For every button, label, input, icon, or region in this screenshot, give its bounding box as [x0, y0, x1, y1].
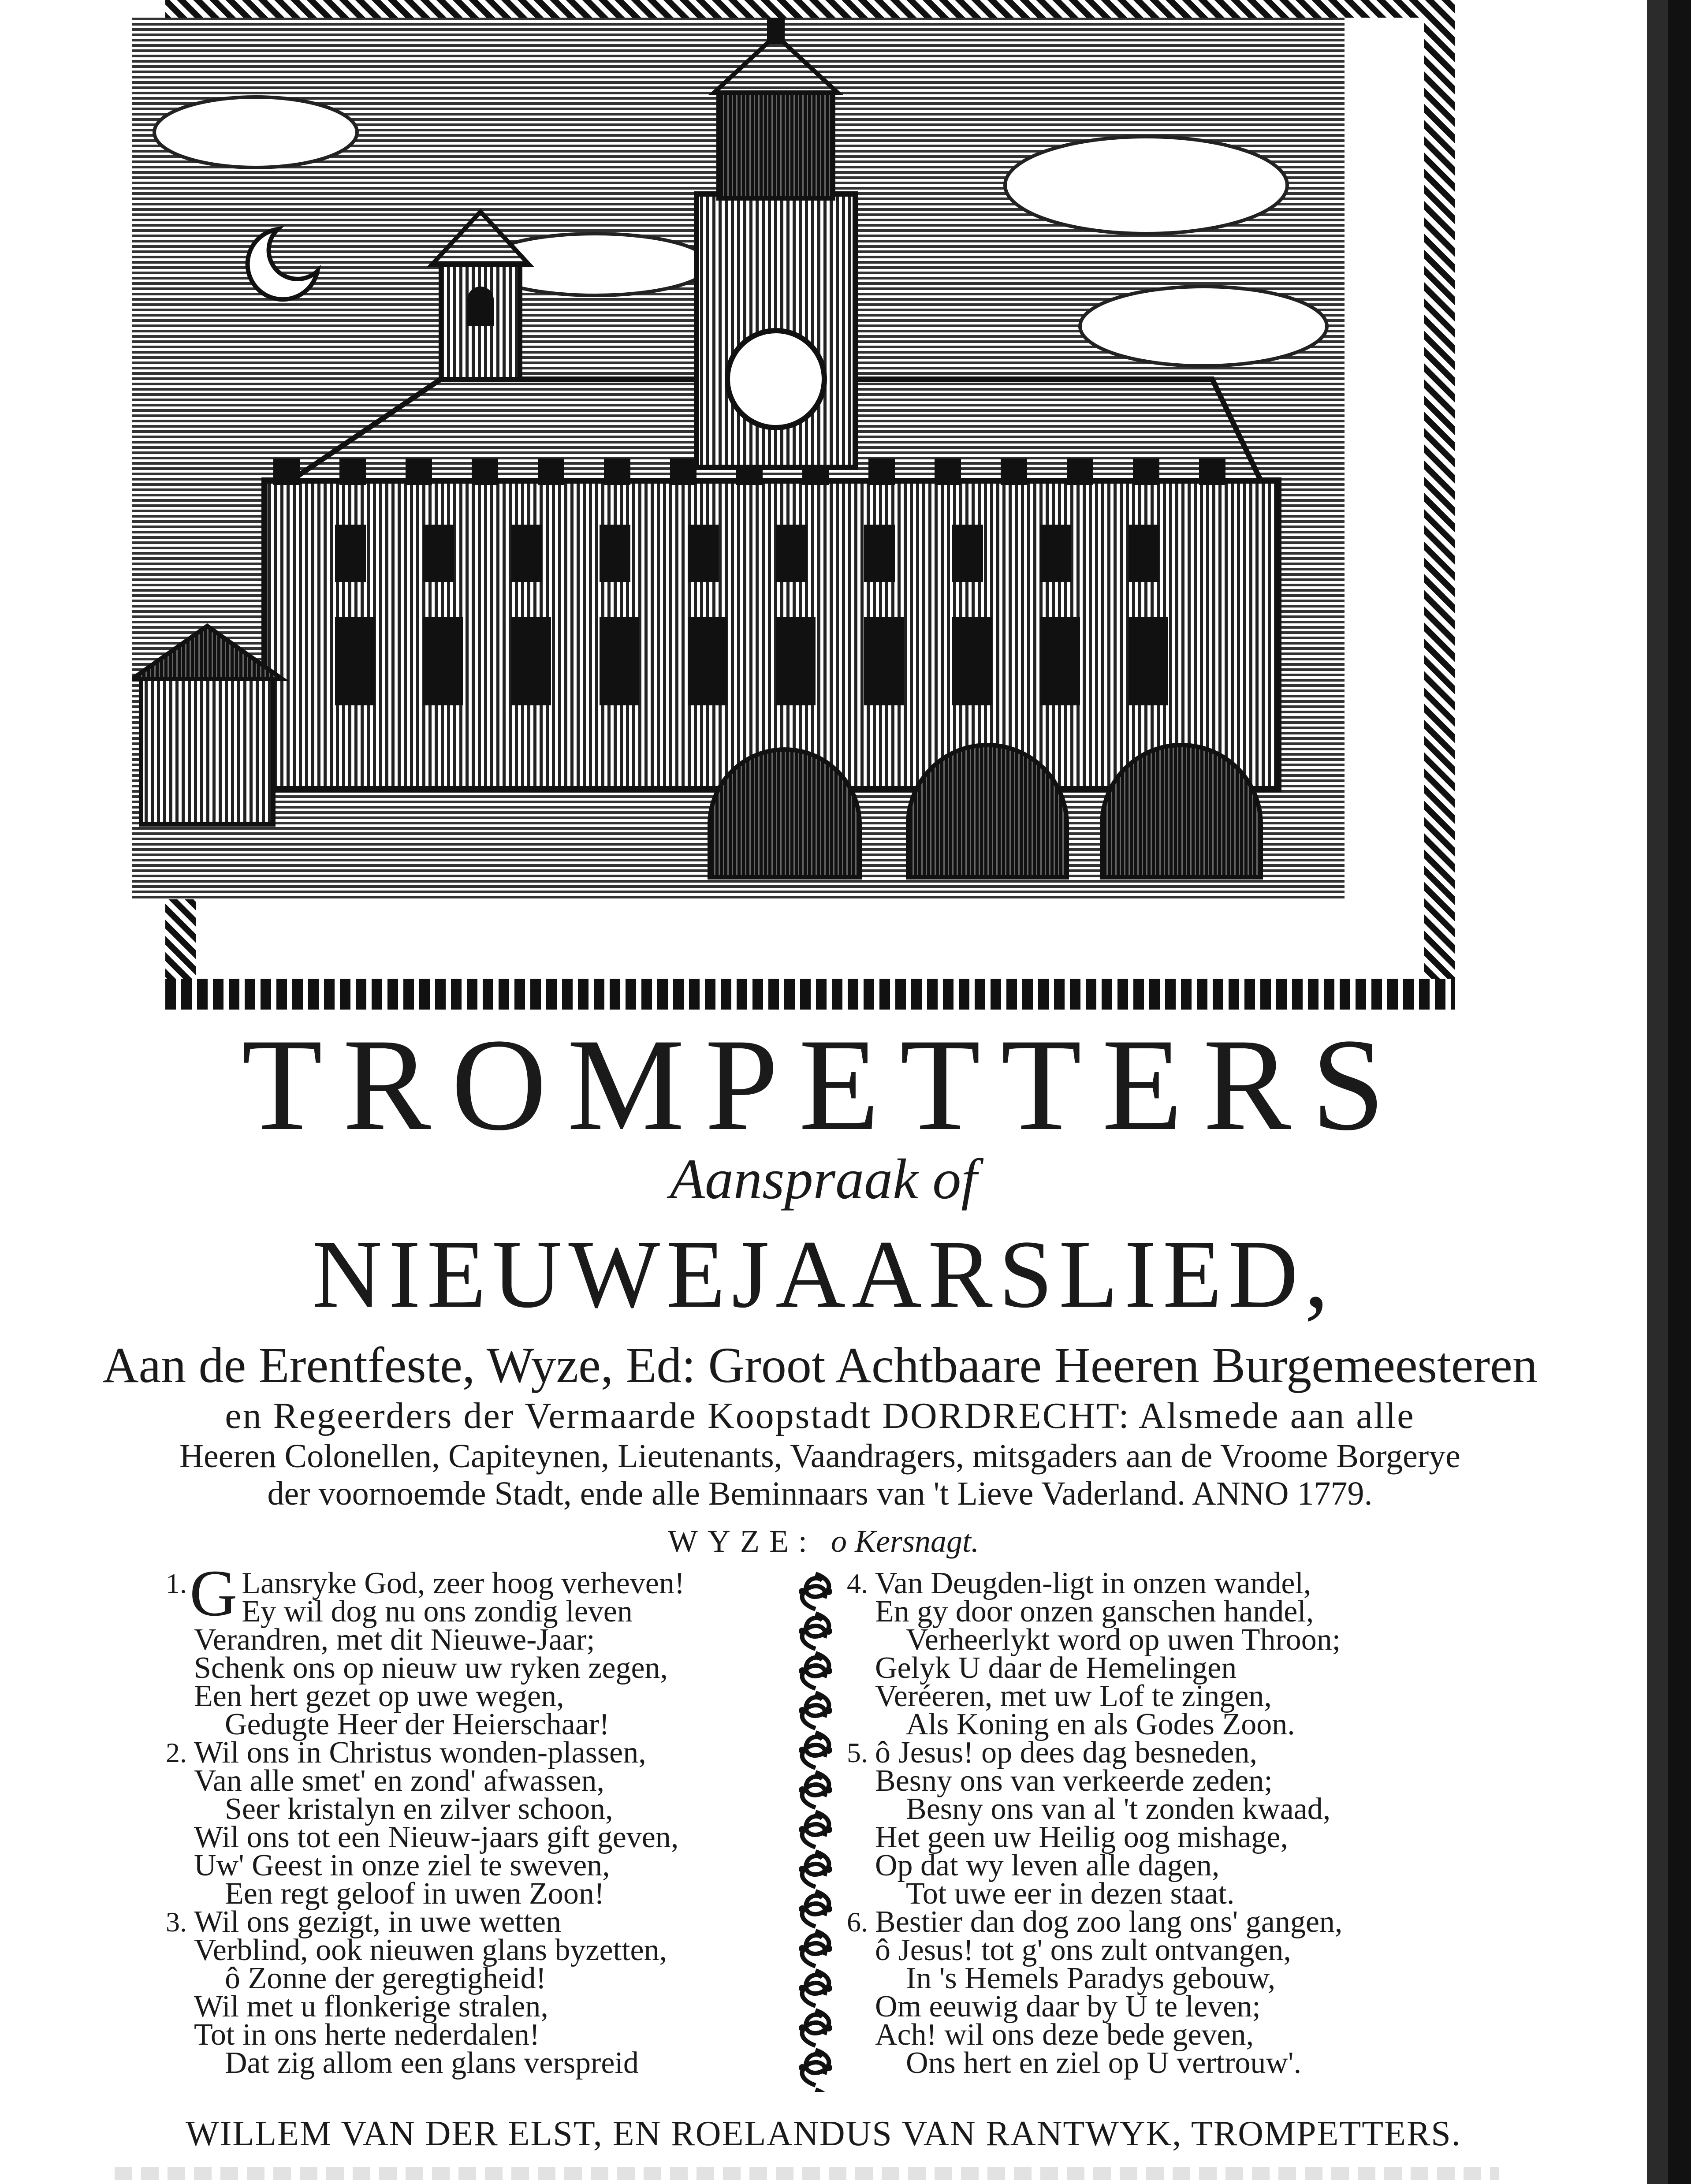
verse-line: Wil ons gezigt, in uwe wetten	[194, 1905, 562, 1939]
verse-number: 5.	[847, 1737, 868, 1768]
verse-line: Bestier dan dog zoo lang ons' gangen,	[875, 1905, 1343, 1939]
town-hall-woodcut	[132, 18, 1345, 899]
verse-line: Ey wil dog nu ons zondig leven	[242, 1595, 633, 1629]
verse-line: In 's Hemels Paradys gebouw,	[906, 1961, 1276, 1995]
bleed-through-text	[115, 2167, 1499, 2180]
verse-number: 2.	[166, 1737, 187, 1768]
verse-6	[847, 1905, 1492, 2080]
poster-subtitle: Aanspraak of	[670, 1148, 977, 1211]
verse-line: Van alle smet' en zond' afwassen,	[194, 1764, 605, 1798]
bell-icon	[467, 287, 494, 326]
verse-number: 6.	[847, 1906, 868, 1938]
verse-line: Van Deugden-ligt in onzen wandel,	[875, 1566, 1311, 1600]
verse-line: Een regt geloof in uwen Zoon!	[225, 1877, 605, 1911]
verse-line: Om eeuwig daar by U te leven;	[875, 1990, 1261, 2024]
dedication-line-2: en Regeerders der Vermaarde Koopstadt DORDRECHT: Alsmede aan alle	[225, 1395, 1415, 1436]
verse-line: Seer kristalyn en zilver schoon,	[225, 1792, 613, 1826]
verse-4	[847, 1566, 1492, 1741]
verse-line: Dat zig allom een glans verspreid	[225, 2046, 639, 2080]
poster-title: TROMPETTERS	[242, 1011, 1405, 1158]
verse-line: Verheerlykt word op uwen Throon;	[906, 1623, 1341, 1657]
verse-line: En gy door onzen ganschen handel,	[875, 1595, 1314, 1629]
verse-line: Verblind, ook nieuwen glans byzetten,	[194, 1933, 667, 1967]
trumpeters-signature: WILLEM VAN DER ELST, EN ROELANDUS VAN RANTWYK, TROMPETTERS.	[186, 2114, 1461, 2153]
verse-line: Lansryke God, zeer hoog verheven!	[242, 1566, 685, 1600]
verse-line: Tot uwe eer in dezen staat.	[906, 1877, 1235, 1911]
dedication-line-4: der voornoemde Stadt, ende alle Beminnaars van 't Lieve Vaderland. ANNO 1779.	[267, 1475, 1373, 1512]
verse-1	[166, 1557, 811, 1741]
verse-line: Ach! wil ons deze bede geven,	[875, 2018, 1254, 2052]
verse-line: Gedugte Heer der Heierschaar!	[225, 1707, 610, 1741]
verse-number: 3.	[166, 1906, 187, 1938]
dedication-line-3: Heeren Colonellen, Capiteynen, Lieutenants, Vaandragers, mitsgaders aan de Vroome Borgerye	[179, 1438, 1460, 1475]
verse-line: ô Jesus! op dees dag besneden,	[875, 1736, 1258, 1770]
verse-line: Besny ons van verkeerde zeden;	[875, 1764, 1273, 1798]
tune-name: o Kersnagt.	[831, 1524, 979, 1559]
verses-left-column	[166, 1557, 811, 2080]
verse-line: Ons hert en ziel op U vertrouw'.	[906, 2046, 1302, 2080]
verse-line: Een hert gezet op uwe wegen,	[194, 1679, 564, 1713]
song-title: NIEUWEJAARSLIED,	[312, 1220, 1335, 1328]
tune-label: WYZE:	[668, 1524, 817, 1559]
verse-2	[166, 1736, 811, 1911]
verse-line: Uw' Geest in onze ziel te sweven,	[194, 1849, 610, 1882]
verse-line: Gelyk U daar de Hemelingen	[875, 1651, 1237, 1685]
scan-edge	[1647, 0, 1691, 2184]
verse-line: ô Jesus! tot g' ons zult ontvangen,	[875, 1933, 1291, 1967]
clock-icon	[727, 331, 824, 428]
verse-5	[847, 1736, 1492, 1911]
verse-line: Verandren, met dit Nieuwe-Jaar;	[194, 1623, 595, 1657]
verse-line: Besny ons van al 't zonden kwaad,	[906, 1792, 1331, 1826]
tune-heading	[0, 1525, 1647, 1557]
verse-line: Wil ons tot een Nieuw-jaars gift geven,	[194, 1820, 679, 1854]
verse-line: Wil met u flonkerige stralen,	[194, 1990, 548, 2024]
verse-line: Wil ons in Christus wonden-plassen,	[194, 1736, 646, 1770]
verse-line: Als Koning en als Godes Zoon.	[906, 1707, 1295, 1741]
dedication-line-1: Aan de Erentfeste, Wyze, Ed: Groot Achtbaare Heeren Burgemeesteren	[102, 1337, 1538, 1393]
verse-number: 4.	[847, 1568, 868, 1599]
verse-line: Op dat wy leven alle dagen,	[875, 1849, 1220, 1882]
verse-number: 1.	[166, 1568, 187, 1599]
verses-right-column	[847, 1566, 1492, 2080]
verse-line: Schenk ons op nieuw uw ryken zegen,	[194, 1651, 668, 1685]
verse-3	[166, 1905, 811, 2080]
verse-line: Veréeren, met uw Lof te zingen,	[875, 1679, 1272, 1713]
verse-line: Het geen uw Heilig oog mishage,	[875, 1820, 1289, 1854]
drop-cap: G	[190, 1557, 238, 1630]
verse-line: Tot in ons herte nederdalen!	[194, 2018, 540, 2052]
verse-line: ô Zonne der geregtigheid!	[225, 1961, 546, 1995]
ornament-divider	[789, 1572, 842, 2092]
